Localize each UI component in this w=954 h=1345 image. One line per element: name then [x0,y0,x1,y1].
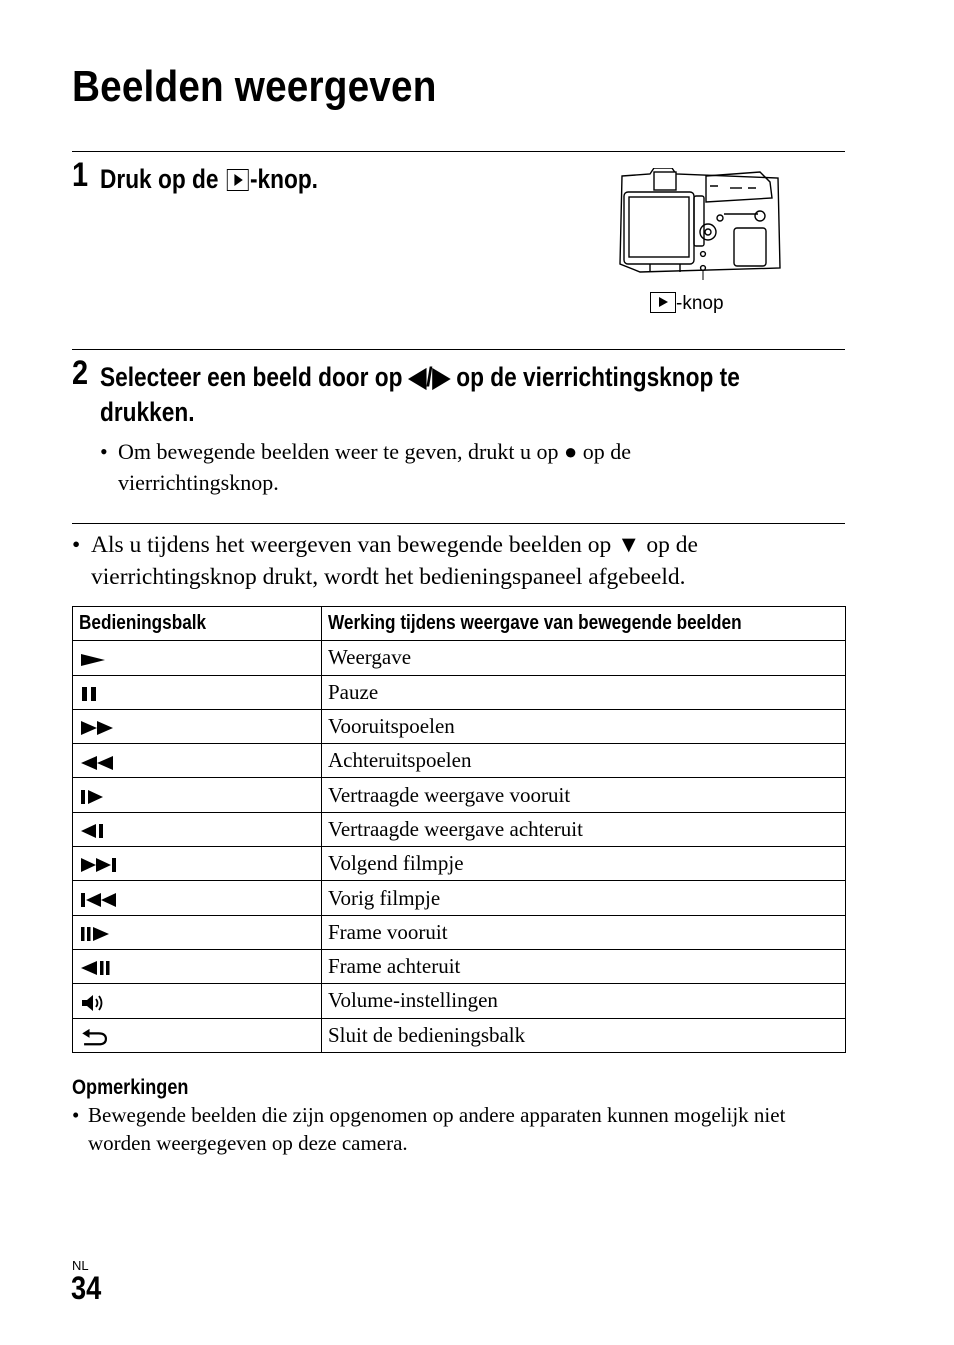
step-1-text-after: -knop. [249,164,318,194]
frame-forward-icon [73,915,322,949]
step-2-line-1: Selecteer een beeld door op ◀/▶ op de vierrichtingsknop te [100,362,740,392]
previous-movie-icon [73,881,322,915]
table-row [73,744,846,778]
notes-line-2: worden weergegeven op deze camera. [88,1131,408,1155]
table-row [73,915,846,949]
table-cell-label: Sluit de bedieningsbalk [322,1018,846,1052]
table-header-control-bar: Bedieningsbalk [73,607,322,641]
step-2-bullet-line-2: vierrichtingsknop. [118,470,279,495]
slow-forward-icon [73,778,322,812]
playback-button-icon-small [650,292,676,313]
rewind-icon [73,744,322,778]
page-title: Beelden weergeven [72,62,437,111]
slow-reverse-icon [73,812,322,846]
table-cell-label: Pauze [322,675,846,709]
table-header-row [73,607,846,641]
bullet-dot: • [72,532,81,558]
table-row [73,1018,846,1052]
pause-icon [73,675,322,709]
table-row [73,881,846,915]
divider [72,151,845,152]
table-row [73,812,846,846]
table-header-function: Werking tijdens weergave van bewegende beelden [322,607,846,641]
notes-line-1: Bewegende beelden die zijn opgenomen op andere apparaten kunnen mogelijk niet [88,1103,786,1127]
table-cell-label: Achteruitspoelen [322,744,846,778]
bullet-dot: • [72,1103,80,1127]
page-number: 34 [71,1270,102,1306]
table-cell-label: Vooruitspoelen [322,709,846,743]
camera-illustration [610,168,782,280]
step-1-number: 1 [72,156,89,194]
knop-label-text: -knop [676,293,724,314]
step-2-number: 2 [72,354,89,392]
table-cell-label: Vertraagde weergave achteruit [322,812,846,846]
control-bar-table [72,606,846,1053]
table-cell-label: Volgend filmpje [322,847,846,881]
fast-forward-icon [73,709,322,743]
next-movie-icon [73,847,322,881]
notes-heading: Opmerkingen [72,1076,189,1099]
table-row [73,641,846,675]
table-row [73,709,846,743]
table-row [73,847,846,881]
play-icon [73,641,322,675]
info-line-1: Als u tijdens het weergeven van bewegende beelden op ▼ op de [91,532,698,558]
step-2-line-2: drukken. [100,397,195,427]
table-cell-label: Frame achteruit [322,949,846,983]
language-code: NL [72,1258,89,1273]
frame-reverse-icon [73,949,322,983]
info-line-2: vierrichtingsknop drukt, wordt het bedieningspaneel afgebeeld. [91,564,686,590]
table-cell-label: Volume-instellingen [322,984,846,1018]
playback-button-label [650,292,724,315]
table-row [73,949,846,983]
divider [72,349,845,350]
step-2-bullet-line-1: Om bewegende beelden weer te geven, drukt u op ● op de [118,439,631,464]
table-cell-label: Vorig filmpje [322,881,846,915]
volume-icon [73,984,322,1018]
table-cell-label: Vertraagde weergave vooruit [322,778,846,812]
table-cell-label: Frame vooruit [322,915,846,949]
step-1-text-before: Druk op de [100,164,225,194]
table-row [73,675,846,709]
return-icon [73,1018,322,1052]
table-row [73,778,846,812]
divider [72,523,845,524]
table-cell-label: Weergave [322,641,846,675]
step-1-text [100,164,318,195]
bullet-dot: • [100,439,108,464]
table-row [73,984,846,1018]
playback-button-icon [226,169,248,191]
